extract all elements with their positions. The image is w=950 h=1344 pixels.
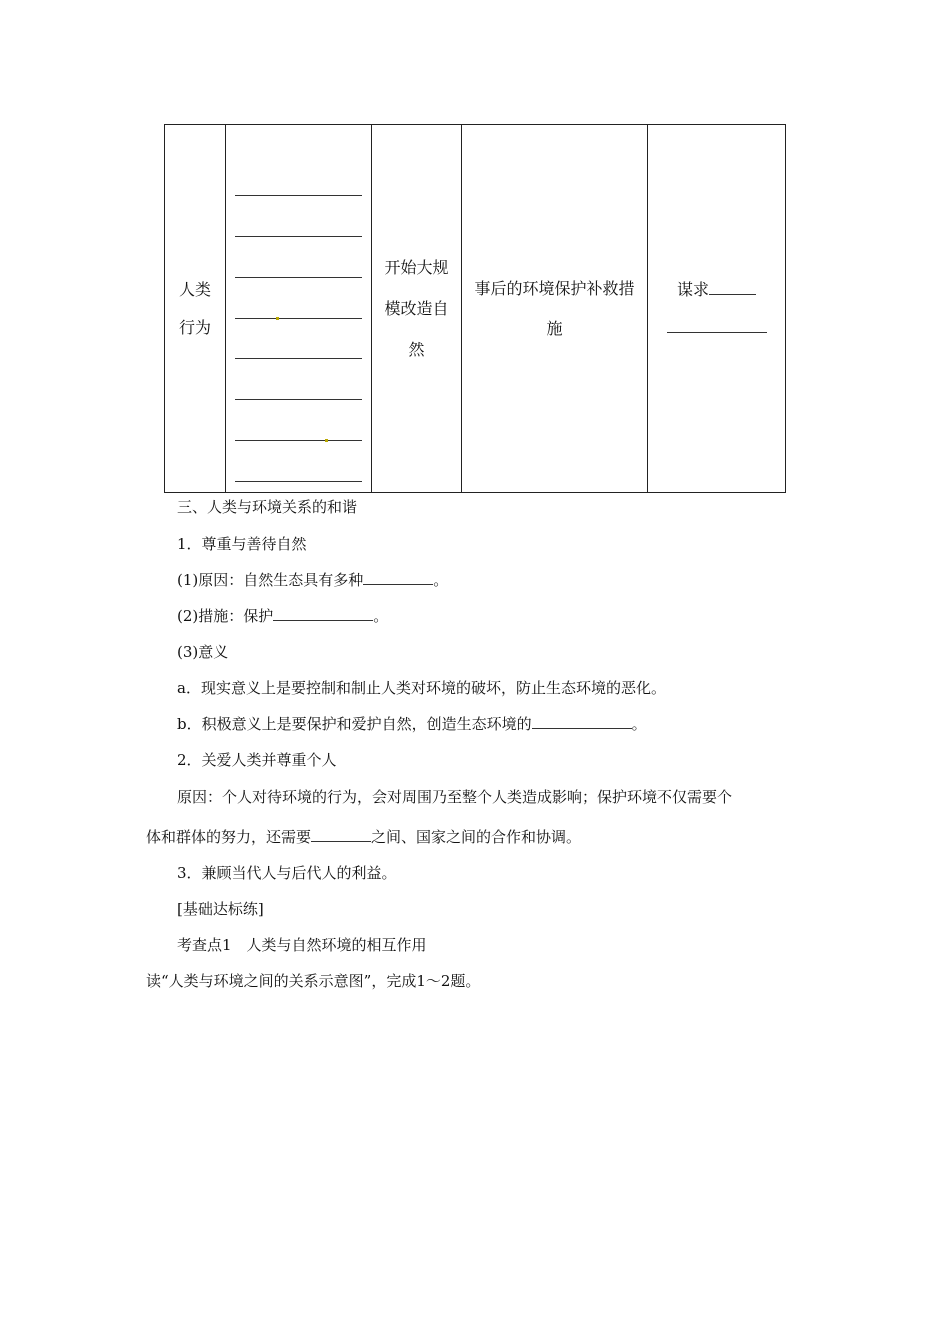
row-label: 人类行为 bbox=[179, 279, 212, 337]
item-a: a．现实意义上是要控制和制止人类对环境的破坏，防止生态环境的恶化。 bbox=[177, 679, 666, 697]
item-2-heading: 2．关爱人类并尊重个人 bbox=[177, 751, 337, 769]
fill-blank[interactable] bbox=[273, 605, 373, 621]
stage-cell bbox=[372, 125, 462, 493]
section3-title: 三、人类与环境关系的和谐 bbox=[177, 498, 358, 516]
fill-blank[interactable] bbox=[667, 317, 767, 333]
kaodian-heading: 考查点1 人类与自然环境的相互作用 bbox=[177, 936, 427, 954]
fill-blank-line[interactable] bbox=[235, 400, 362, 441]
item-2-reason: 原因：个人对待环境的行为，会对周围乃至整个人类造成影响；保护环境不仅需要个 bbox=[177, 788, 733, 806]
read-instruction: 读“人类与环境之间的关系示意图”，完成1～2题。 bbox=[146, 972, 481, 990]
measures-cell bbox=[462, 125, 648, 493]
goal-line bbox=[648, 271, 785, 309]
blank-lines-cell bbox=[226, 125, 372, 493]
item-b: b．积极意义上是要保护和爱护自然，创造生态环境的 。 bbox=[177, 715, 647, 733]
practice-heading: [基础达标练] bbox=[177, 900, 264, 918]
item-1-heading: 1．尊重与善待自然 bbox=[177, 535, 307, 553]
fill-blank[interactable] bbox=[709, 278, 756, 295]
stage-text: 开始大规模改造自然 bbox=[384, 258, 449, 359]
item-1-2: (2)措施：保护 。 bbox=[177, 607, 389, 625]
item-1-3: (3)意义 bbox=[177, 643, 229, 661]
fill-blank-line[interactable] bbox=[235, 196, 362, 237]
fill-blank-line[interactable] bbox=[235, 155, 362, 196]
human-behavior-table bbox=[164, 124, 786, 493]
item-1-1: (1)原因：自然生态具有多种 。 bbox=[177, 571, 449, 589]
fill-blank-line[interactable] bbox=[235, 237, 362, 278]
fill-blank-line[interactable] bbox=[235, 278, 362, 319]
fill-blank[interactable] bbox=[363, 569, 433, 585]
fill-blank-line[interactable] bbox=[235, 359, 362, 400]
item-3: 3．兼顾当代人与后代人的利益。 bbox=[177, 864, 397, 882]
fill-blank[interactable] bbox=[311, 826, 371, 842]
fill-blank[interactable] bbox=[532, 713, 632, 729]
goal-cell bbox=[648, 125, 786, 493]
goal-prefix: 谋求 bbox=[676, 279, 709, 299]
fill-blank-line[interactable] bbox=[235, 319, 362, 360]
fill-blank-line[interactable] bbox=[235, 441, 362, 482]
measures-text: 事后的环境保护补救措施 bbox=[474, 278, 635, 338]
item-2-reason-cont: 体和群体的努力，还需要 之间、国家之间的合作和协调。 bbox=[146, 828, 582, 846]
row-label-cell bbox=[165, 125, 226, 493]
